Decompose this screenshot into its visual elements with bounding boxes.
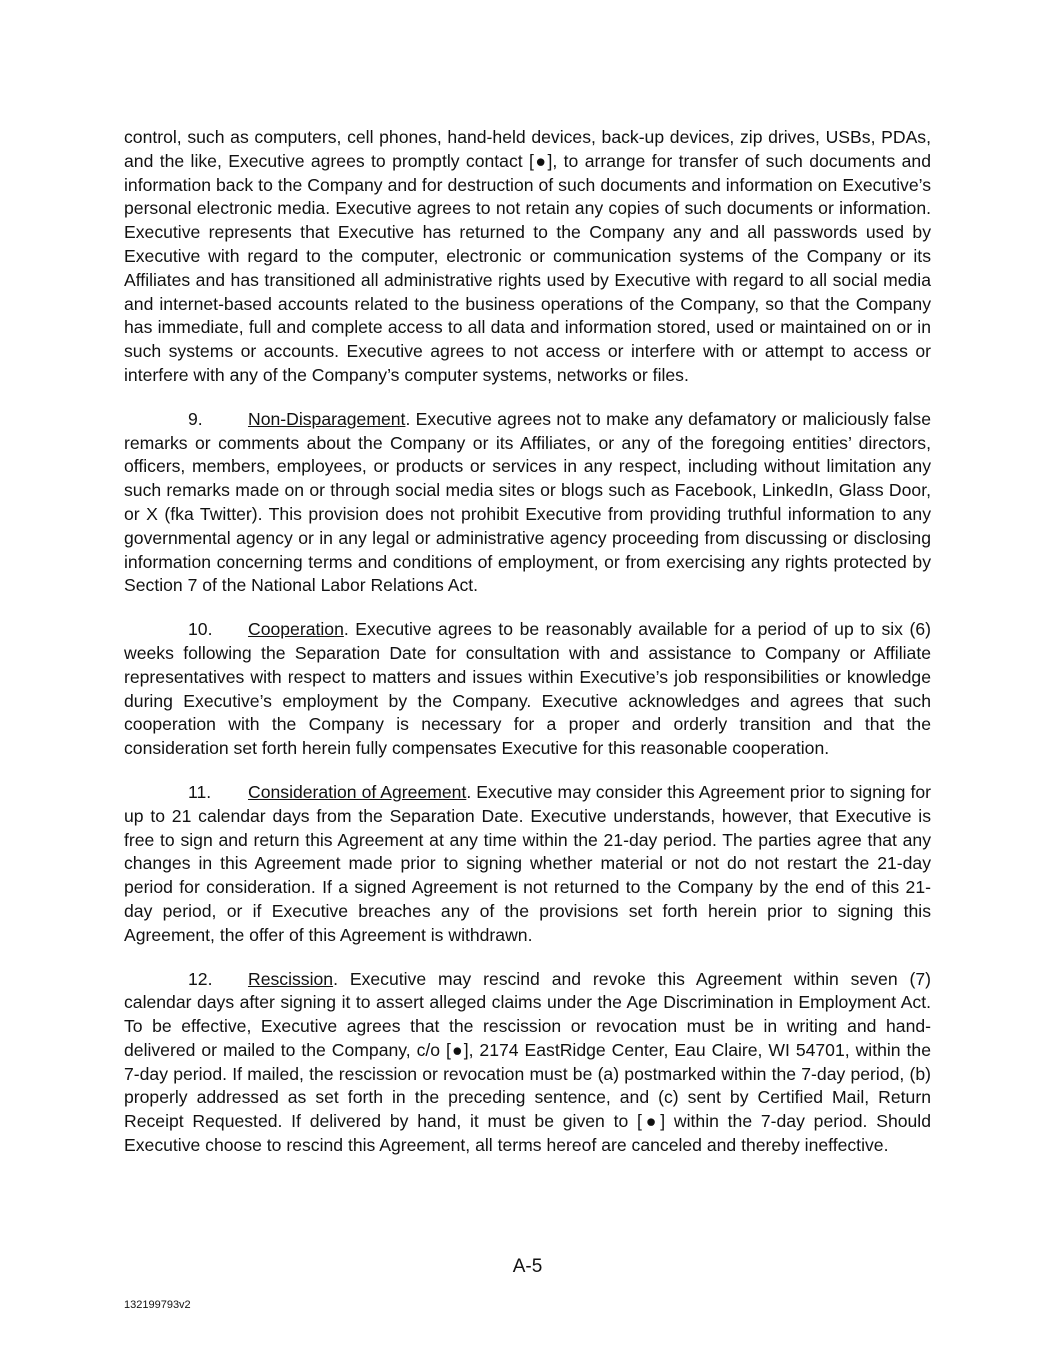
continuation-paragraph: control, such as computers, cell phones, hand-held devices, back-up devices, zip drives, USBs, PDAs, and the like, Executive agrees to promptly contact [●], to arrange for transfer of such documents and information back to the Company and for destruction of such documents and information on Executive’s personal electronic media. Executive agrees to not retain any copies of such documents or information. Executive represents that Executive has returned to the Company any and all passwords used by Executive with regard to the computer, electronic or communication systems of the Company or its Affiliates and has transitioned all administrative rights used by Executive with regard to all social media and internet-based accounts related to the business operations of the Company, so that the Company has immediate, full and complete access to all data and information stored, used or maintained on or in such systems or accounts. Executive agrees to not access or interfere with or attempt to access or interfere with any of the Company’s computer systems, networks or files. — [124, 127, 931, 385]
section-9-paragraph — [124, 408, 931, 598]
section-12-paragraph — [124, 968, 931, 1158]
page-number: A-5 — [512, 1256, 543, 1277]
section-number: 11. — [188, 781, 212, 802]
section-body: . Executive may consider this Agreement prior to signing for up to 21 calendar days from the Separation Date. Executive understands, however, that Executive is free to sign and return this Agreement at any time within the 21-day period. The parties agree that any changes in this Agreement made prior to signing whether material or not do not restart the 21-day period for consideration. If a signed Agreement is not returned to the Company by the end of this 21-day period, or if Executive breaches any of the provisions set forth herein prior to signing this Agreement, the offer of this Agreement is withdrawn. — [124, 781, 931, 945]
section-number: 12. — [188, 968, 213, 989]
section-body: . Executive may rescind and revoke this Agreement within seven (7) calendar days after signing it to assert alleged claims under the Age Discrimination in Employment Act. To be effective, Executive agrees that the rescission or revocation must be in writing and hand-delivered or mailed to the Company, c/o [●], 2174 EastRidge Center, Eau Claire, WI 54701, within the 7-day period. If mailed, the rescission or revocation must be (a) postmarked within the 7-day period, (b) properly addressed as set forth in the preceding sentence, and (c) sent by Certified Mail, Return Receipt Requested. If delivered by hand, it must be given to [●] within the 7-day period. Should Executive choose to rescind this Agreement, all terms hereof are canceled and thereby ineffective. — [124, 968, 931, 1156]
section-10-paragraph — [124, 618, 931, 761]
section-heading: Cooperation — [248, 619, 344, 640]
section-number: 10. — [188, 619, 213, 640]
section-body: . Executive agrees to be reasonably available for a period of up to six (6) weeks following the Separation Date for consultation with and assistance to Company or Affiliate representatives with respect to matters and issues within Executive’s job responsibilities or knowledge during Executive’s employment by the Company. Executive acknowledges and agrees that such cooperation with the Company is necessary for a proper and orderly transition and that the consideration set forth herein fully compensates Executive for this reasonable cooperation. — [124, 619, 931, 759]
section-number: 9. — [188, 408, 203, 429]
section-heading: Rescission — [248, 968, 334, 989]
document-id: 132199793v2 — [124, 1299, 191, 1311]
document-body — [124, 126, 931, 1178]
section-heading: Non-Disparagement — [248, 408, 406, 429]
section-body: . Executive agrees not to make any defamatory or maliciously false remarks or comments about the Company or its Affiliates, or any of the foregoing entities’ directors, officers, members, employees, or products or services in any respect, including without limitation any such remarks made on or through social media sites or blogs such as Facebook, LinkedIn, Glass Door, or X (fka Twitter). This provision does not prohibit Executive from providing truthful information to any governmental agency or in any legal or administrative agency proceeding from discussing or disclosing information concerning terms and conditions of employment, or from exercising any rights protected by Section 7 of the National Labor Relations Act. — [124, 408, 931, 596]
section-heading: Consideration of Agreement — [248, 781, 467, 802]
section-11-paragraph — [124, 781, 931, 948]
